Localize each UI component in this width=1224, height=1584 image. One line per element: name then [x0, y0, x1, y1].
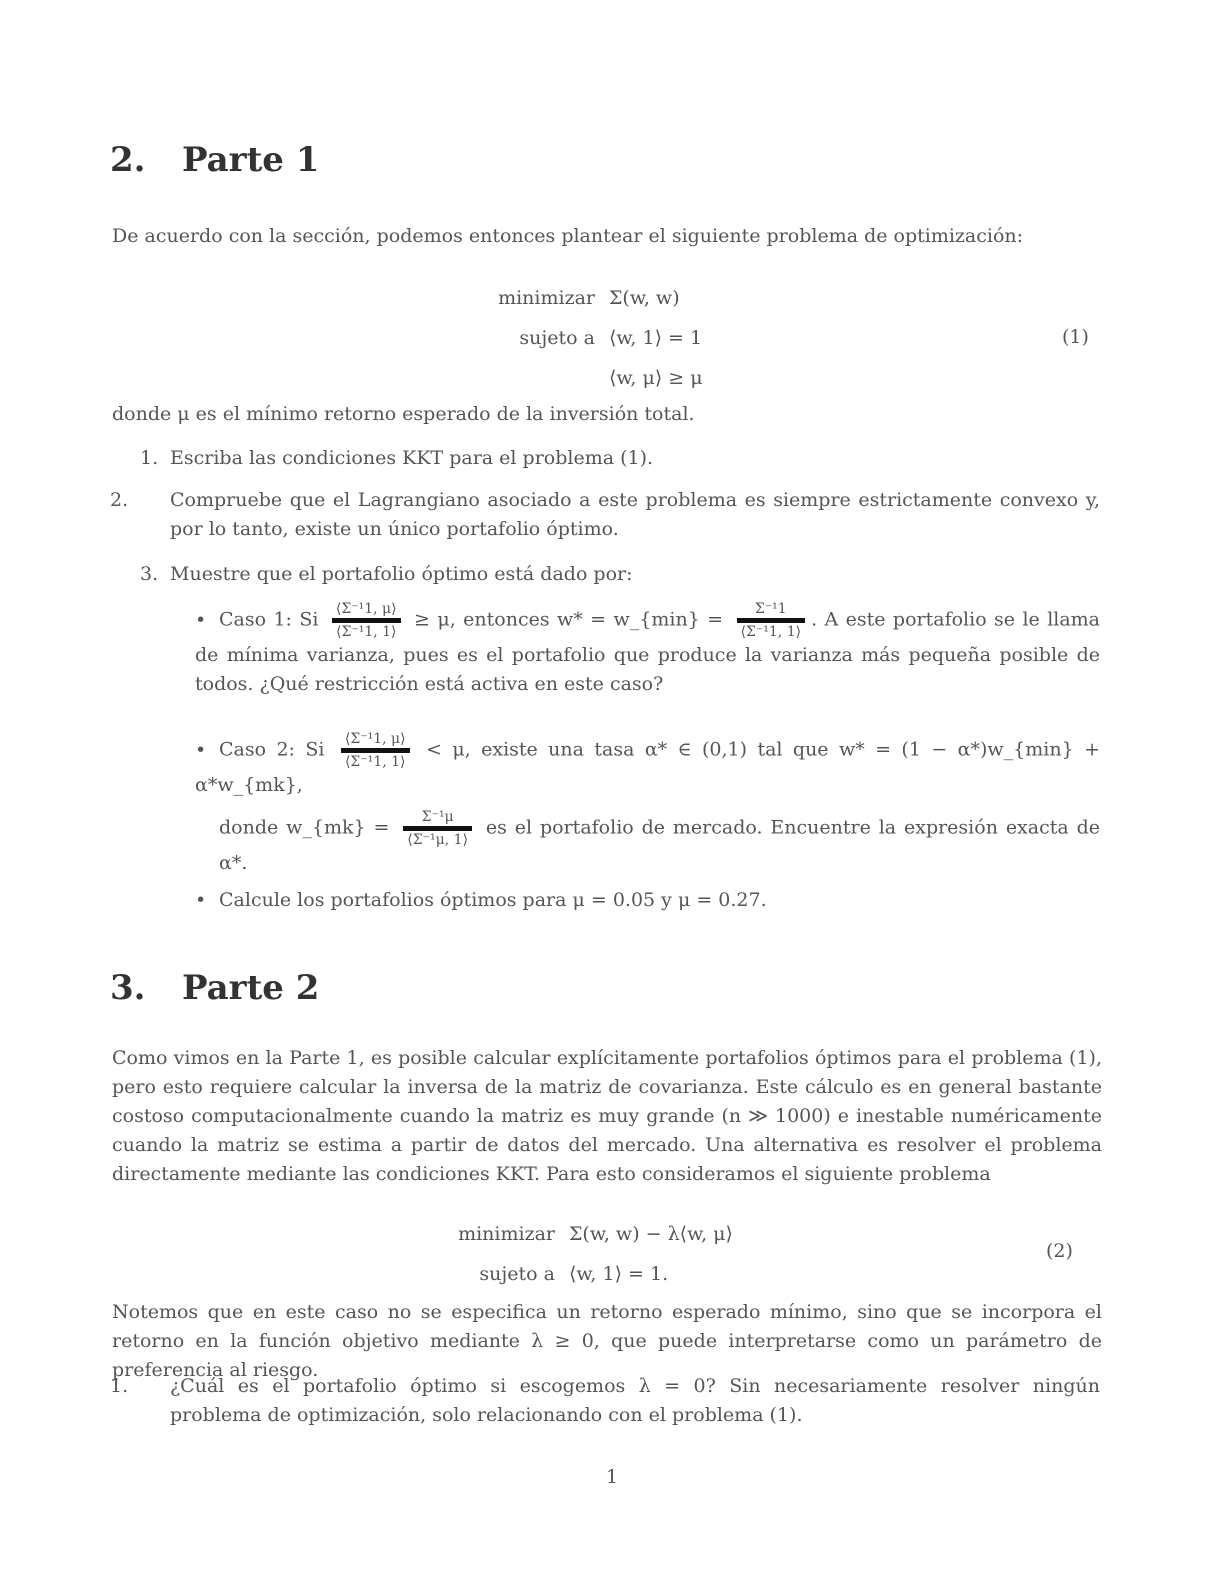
- list-item-text: Compruebe que el Lagrangiano asociado a este problema es siempre estrictamente convexo y, por lo tanto, existe un único portafolio óptimo.: [170, 489, 1100, 540]
- optimization-problem: [470, 278, 703, 398]
- section-number: 2.: [110, 140, 146, 180]
- bullet-continuation: [195, 808, 1100, 878]
- fraction-numerator: Σ⁻¹1: [737, 600, 806, 623]
- page-number: 1: [605, 1466, 619, 1488]
- eq-expr: ⟨w, μ⟩ ≥ μ: [609, 367, 703, 389]
- bullet-marker: •: [195, 889, 207, 911]
- list-item-text: ¿Cuál es el portafolio óptimo si escogemos λ = 0? Sin necesariamente resolver ningún problema de optimización, solo relacionando con el problema (1).: [170, 1375, 1100, 1426]
- list-item: [140, 560, 1100, 589]
- list-item: [110, 1372, 1100, 1430]
- eq-label: sujeto a: [479, 1263, 555, 1285]
- bullet-item: [195, 730, 1100, 878]
- bullet-text: Caso 2: Si: [219, 738, 325, 761]
- eq-expr: Σ(w, w): [609, 287, 680, 309]
- section-title: Parte 2: [182, 968, 320, 1008]
- fraction: [403, 808, 472, 849]
- bullet-text: . A este portafolio se le llama de mínima varianza, pues es el portafolio que produce la varianza más pequeña posible de todos. ¿Qué restricción está activa en este caso?: [195, 608, 1101, 695]
- bullet-item: [195, 886, 1100, 915]
- list-marker: 1.: [110, 1375, 129, 1397]
- fraction-numerator: Σ⁻¹μ: [403, 808, 472, 831]
- fraction-numerator: ⟨Σ⁻¹1, μ⟩: [332, 600, 401, 623]
- eq-label: minimizar: [458, 1223, 555, 1245]
- eq-expr: ⟨w, 1⟩ = 1: [609, 327, 703, 349]
- fraction: [332, 600, 401, 641]
- fraction-denominator: ⟨Σ⁻¹μ, 1⟩: [407, 832, 469, 848]
- eq-label: sujeto a: [519, 327, 595, 349]
- bullet-marker: •: [195, 738, 207, 761]
- fraction: [737, 600, 806, 641]
- equation-number: (2): [1046, 1240, 1073, 1262]
- bullet-text: Calcule los portafolios óptimos para μ = 0.05 y μ = 0.27.: [219, 889, 767, 911]
- list-marker: 1.: [140, 447, 159, 469]
- bullet-text: donde w_{mk} =: [219, 816, 390, 839]
- section-heading: [110, 968, 319, 1008]
- list-marker: 2.: [110, 489, 129, 511]
- fraction: [341, 730, 410, 771]
- list-marker: 3.: [140, 563, 159, 585]
- fraction-denominator: ⟨Σ⁻¹1, 1⟩: [335, 624, 397, 640]
- list-item: [110, 486, 1100, 544]
- eq-label: minimizar: [498, 287, 595, 309]
- bullet-marker: •: [195, 608, 207, 631]
- paragraph: Como vimos en la Parte 1, es posible calcular explícitamente portafolios óptimos para el problema (1), pero esto requiere calcular la inversa de la matriz de covarianza. Este cálculo es en general bastante costoso computacionalmente cuando la matriz es muy grande (n ≫ 1000) e inestable numéricamente cuando la matriz se estima a partir de datos del mercado. Una alternativa es resolver el problema directamente mediante las condiciones KKT. Para esto consideramos el siguiente problema: [112, 1047, 1102, 1185]
- bullet-text: ≥ μ, entonces w* = w_{min} =: [414, 608, 724, 631]
- paragraph: donde μ es el mínimo retorno esperado de la inversión total.: [112, 403, 695, 425]
- paragraph: Notemos que en este caso no se especifica un retorno esperado mínimo, sino que se incorpora el retorno en la función objetivo mediante λ ≥ 0, que puede interpretarse como un parámetro de preferencia al riesgo.: [112, 1301, 1102, 1381]
- bullet-text: < μ, existe una tasa α* ∈ (0,1) tal que w* = (1 − α*)w_{min} + α*w_{mk},: [195, 738, 1100, 796]
- list-item-text: Escriba las condiciones KKT para el problema (1).: [170, 447, 654, 469]
- list-item: [140, 444, 1100, 473]
- equation-number: (1): [1062, 326, 1089, 348]
- fraction-denominator: ⟨Σ⁻¹1, 1⟩: [344, 754, 406, 770]
- section-heading: [110, 140, 319, 180]
- bullet-text: es el portafolio de mercado. Encuentre la expresión exacta de α*.: [219, 816, 1100, 874]
- section-number: 3.: [110, 968, 146, 1008]
- eq-expr: ⟨w, 1⟩ = 1.: [569, 1263, 669, 1285]
- bullet-text: Caso 1: Si: [219, 608, 319, 631]
- fraction-numerator: ⟨Σ⁻¹1, μ⟩: [341, 730, 410, 753]
- optimization-problem: [430, 1214, 733, 1294]
- list-item-text: Muestre que el portafolio óptimo está dado por:: [170, 563, 633, 585]
- fraction-denominator: ⟨Σ⁻¹1, 1⟩: [740, 624, 802, 640]
- bullet-item: [195, 600, 1100, 699]
- section-title: Parte 1: [182, 140, 320, 180]
- eq-expr: Σ(w, w) − λ⟨w, μ⟩: [569, 1223, 733, 1245]
- paragraph: De acuerdo con la sección, podemos entonces plantear el siguiente problema de optimización:: [112, 225, 1024, 247]
